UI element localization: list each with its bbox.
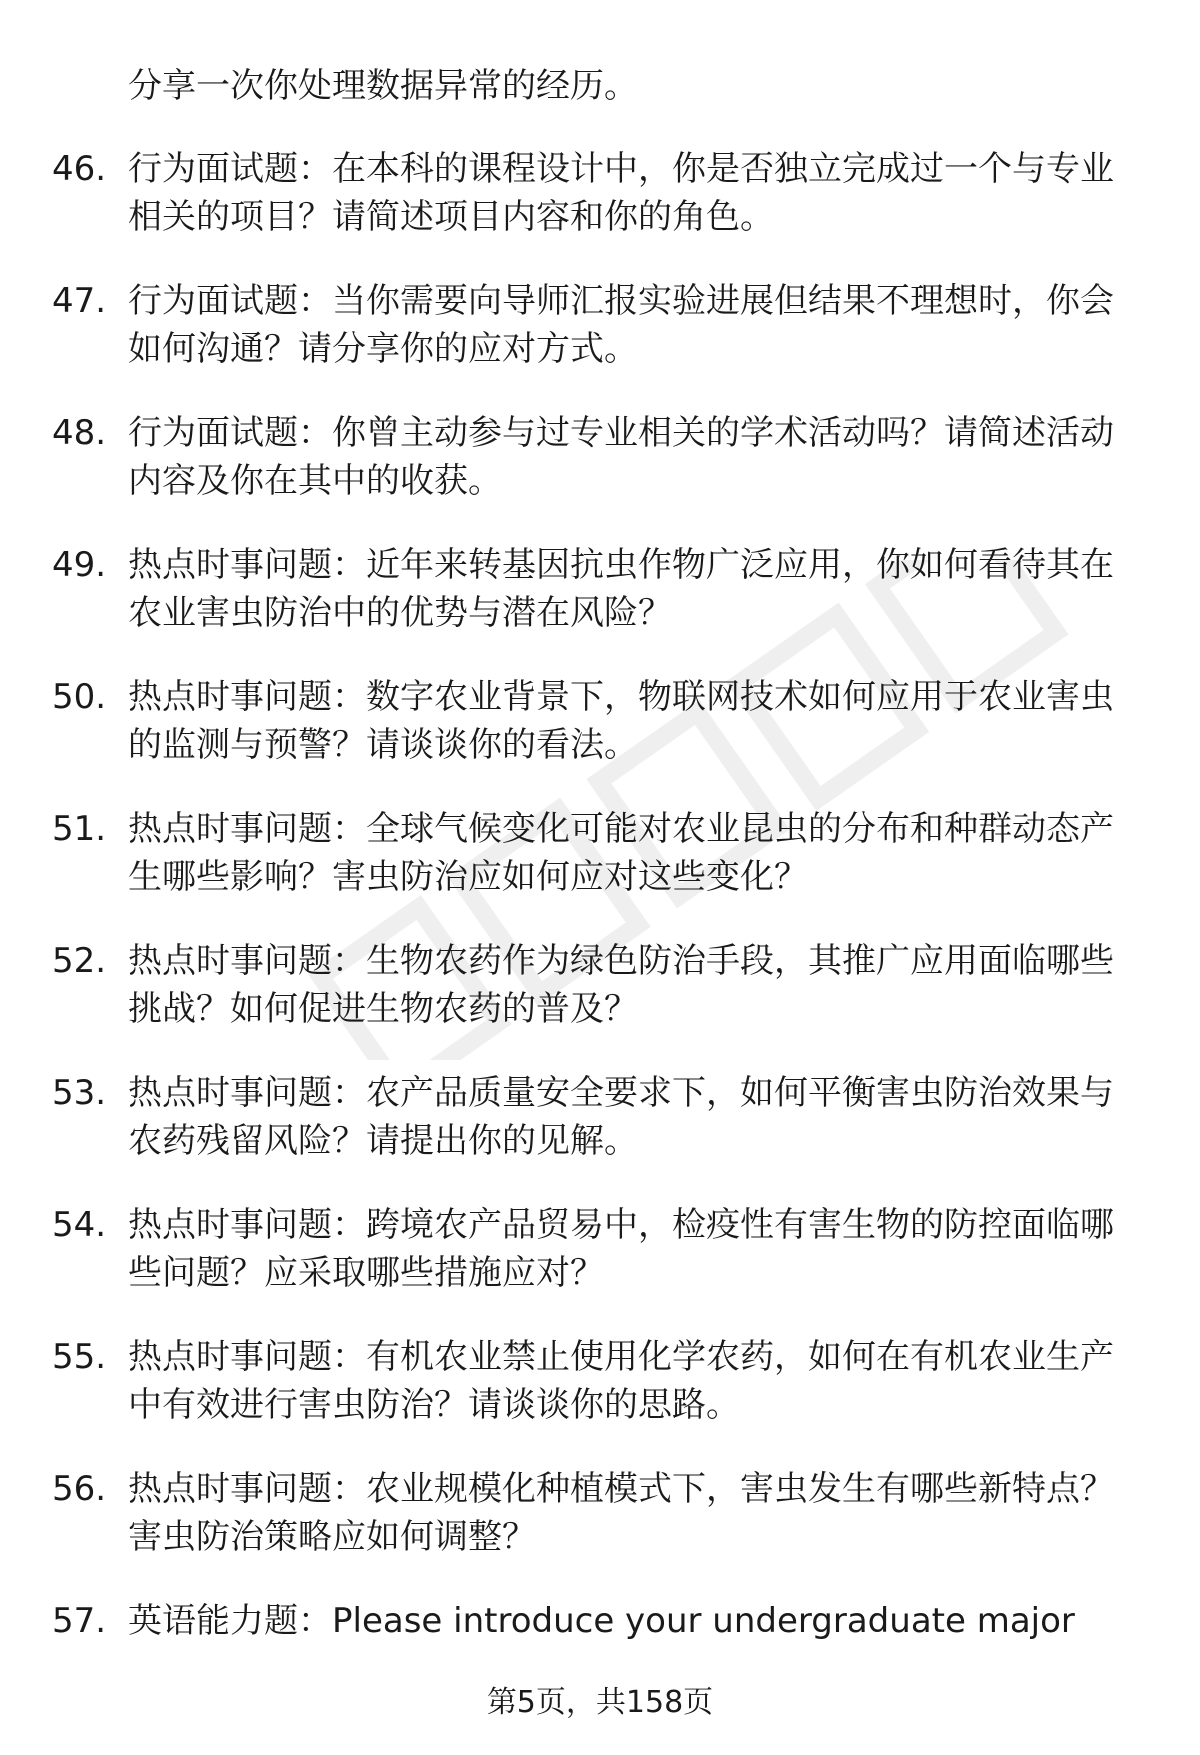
question-number: 47. xyxy=(52,281,107,321)
question-number: 46. xyxy=(52,149,107,189)
question-item xyxy=(0,145,1138,241)
continuation-text: 分享一次你处理数据异常的经历。 xyxy=(128,66,638,106)
question-item xyxy=(0,673,1138,769)
question-item xyxy=(0,937,1138,1033)
question-number: 48. xyxy=(52,413,107,453)
question-item xyxy=(0,1069,1138,1165)
question-text: 热点时事问题：全球气候变化可能对农业昆虫的分布和种群动态产生哪些影响？害虫防治应如何应对这些变化？ xyxy=(128,809,1114,897)
question-number: 54. xyxy=(52,1205,107,1245)
question-number: 53. xyxy=(52,1073,107,1113)
page-footer: 第5页，共158页 xyxy=(486,1685,714,1720)
question-item xyxy=(0,277,1138,373)
question-item xyxy=(0,541,1138,637)
question-text: 热点时事问题：跨境农产品贸易中，检疫性有害生物的防控面临哪些问题？应采取哪些措施应对？ xyxy=(128,1205,1114,1293)
question-number: 50. xyxy=(52,677,107,717)
question-text: 行为面试题：你曾主动参与过专业相关的学术活动吗？请简述活动内容及你在其中的收获。 xyxy=(128,413,1114,501)
question-item xyxy=(0,1201,1138,1297)
question-number: 56. xyxy=(52,1469,107,1509)
question-item xyxy=(0,1333,1138,1429)
question-number: 49. xyxy=(52,545,107,585)
question-text: 热点时事问题：有机农业禁止使用化学农药，如何在有机农业生产中有效进行害虫防治？请谈谈你的思路。 xyxy=(128,1337,1114,1425)
question-text: 英语能力题：Please introduce your undergraduate major xyxy=(128,1601,1075,1641)
question-number: 57. xyxy=(52,1601,107,1641)
question-text: 热点时事问题：数字农业背景下，物联网技术如何应用于农业害虫的监测与预警？请谈谈你的看法。 xyxy=(128,677,1114,765)
question-item xyxy=(0,1465,1138,1561)
question-number: 51. xyxy=(52,809,107,849)
question-text: 热点时事问题：近年来转基因抗虫作物广泛应用，你如何看待其在农业害虫防治中的优势与潜在风险？ xyxy=(128,545,1114,633)
question-number: 55. xyxy=(52,1337,107,1377)
question-text: 行为面试题：当你需要向导师汇报实验进展但结果不理想时，你会如何沟通？请分享你的应对方式。 xyxy=(128,281,1114,369)
question-text: 热点时事问题：生物农药作为绿色防治手段，其推广应用面临哪些挑战？如何促进生物农药的普及？ xyxy=(128,941,1114,1029)
question-text: 热点时事问题：农产品质量安全要求下，如何平衡害虫防治效果与农药残留风险？请提出你的见解。 xyxy=(128,1073,1114,1161)
question-number: 52. xyxy=(52,941,107,981)
question-item xyxy=(0,1597,1138,1645)
question-item xyxy=(0,805,1138,901)
question-text: 行为面试题：在本科的课程设计中，你是否独立完成过一个与专业相关的项目？请简述项目内容和你的角色。 xyxy=(128,149,1114,237)
question-item xyxy=(0,409,1138,505)
question-list xyxy=(0,145,1200,1681)
question-text: 热点时事问题：农业规模化种植模式下，害虫发生有哪些新特点？害虫防治策略应如何调整？ xyxy=(128,1469,1114,1557)
